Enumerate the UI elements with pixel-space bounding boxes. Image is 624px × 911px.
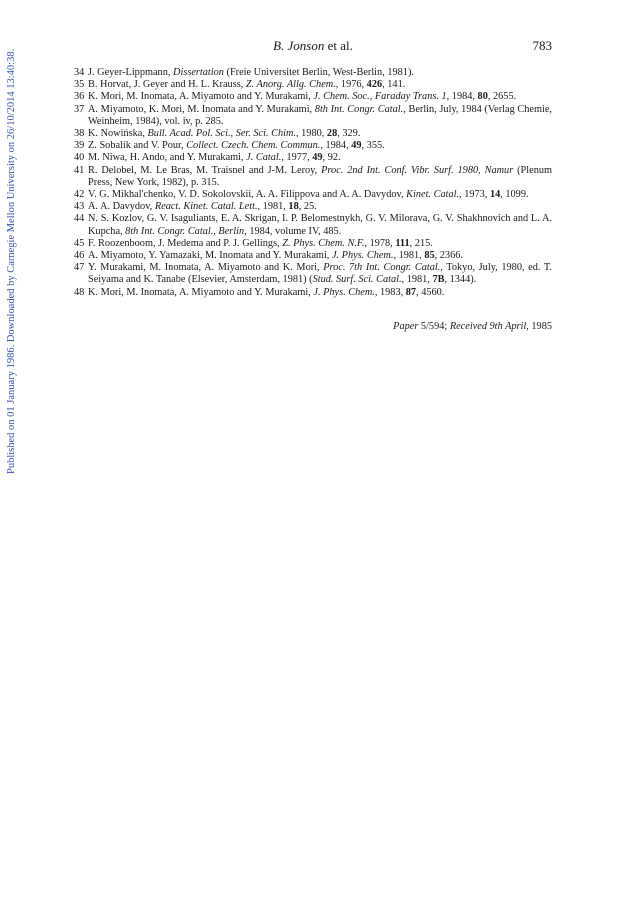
reference-text: (Freie Universitet Berlin, West-Berlin, 1981). <box>223 67 414 78</box>
reference-journal: Kinet. Catal. <box>406 189 460 201</box>
reference-item <box>74 91 552 103</box>
reference-journal: Stud. Surf. Sci. Catal. <box>312 274 402 286</box>
reference-volume: 14 <box>489 189 501 201</box>
page-number: 783 <box>532 38 552 53</box>
reference-text: A. Miyamoto, Y. Yamazaki, M. Inomata and Y. Murakami, <box>88 250 332 262</box>
reference-item <box>74 189 552 201</box>
reference-number: 36 <box>74 91 85 103</box>
reference-number: 38 <box>74 128 85 140</box>
reference-text: F. Roozenboom, J. Medema and P. J. Gellings, <box>88 237 283 249</box>
reference-text: K. Mori, M. Inomata, A. Miyamoto and Y. Murakami, <box>88 286 314 298</box>
reference-item <box>74 79 552 91</box>
reference-volume: 85 <box>424 250 435 262</box>
reference-text: K. Nowińska, <box>88 128 148 140</box>
reference-text: Z. Sobalík and V. Pour, <box>88 140 187 152</box>
reference-text: M. Niwa, H. Ando, and Y. Murakami, <box>88 152 247 164</box>
reference-journal: Proc. 7th Int. Congr. Catal. <box>323 262 441 274</box>
reference-text: , 4560. <box>416 286 445 298</box>
reference-item <box>74 152 552 164</box>
reference-number: 47 <box>74 262 85 274</box>
reference-number: 42 <box>74 189 85 201</box>
reference-volume: 49 <box>351 140 362 152</box>
reference-text: A. Miyamoto, K. Mori, M. Inomata and Y. Murakami, <box>88 103 315 115</box>
reference-item <box>74 140 552 152</box>
reference-number: 44 <box>74 213 85 225</box>
reference-text: , 92. <box>322 152 341 164</box>
received-date: Received 9th April <box>449 321 527 332</box>
reference-text: , 1977, <box>281 152 313 164</box>
reference-number: 46 <box>74 250 85 262</box>
reference-journal: Z. Anorg. Allg. Chem. <box>245 79 336 91</box>
reference-number: 35 <box>74 79 85 91</box>
reference-item <box>74 238 552 250</box>
reference-volume: 18 <box>288 201 299 213</box>
received-year: , 1985 <box>526 321 552 332</box>
reference-text: , 1984, volume IV, 485. <box>244 225 342 237</box>
reference-text: , 25. <box>298 201 317 213</box>
reference-journal: Collect. Czech. Chem. Commun. <box>186 140 321 152</box>
reference-volume: 87 <box>405 286 417 298</box>
reference-journal: React. Kinet. Catal. Lett. <box>154 201 258 213</box>
reference-journal: J. Phys. Chem. <box>331 250 394 262</box>
reference-item <box>74 128 552 140</box>
reference-text: , 1981, <box>393 250 425 262</box>
reference-journal: Bull. Acad. Pol. Sci., Ser. Sci. Chim. <box>147 128 297 140</box>
page-header <box>74 38 552 54</box>
running-title-authors: B. Jonson <box>273 38 325 53</box>
reference-item <box>74 287 552 299</box>
paper-label: Paper <box>393 321 419 332</box>
reference-journal: Z. Phys. Chem. N.F. <box>282 237 365 249</box>
reference-item <box>74 262 552 286</box>
reference-text: , 141. <box>382 79 406 91</box>
reference-journal: 8th Int. Congr. Catal. <box>314 103 404 115</box>
reference-number: 48 <box>74 286 85 298</box>
reference-volume: 7B <box>432 274 445 286</box>
running-title <box>74 38 552 54</box>
reference-journal: J. Chem. Soc., Faraday Trans. 1 <box>313 91 447 103</box>
reference-number: 41 <box>74 164 85 176</box>
reference-journal: J. Catal. <box>246 152 282 164</box>
reference-journal: 8th Int. Congr. Catal., Berlin <box>125 225 245 237</box>
reference-text: (Plenum Press, New York, 1982), p. 315. <box>88 164 552 188</box>
reference-text: , 1978, <box>364 237 396 249</box>
reference-text: , 1976, <box>335 79 367 91</box>
reference-number: 37 <box>74 103 85 115</box>
reference-item <box>74 104 552 128</box>
reference-text: J. Geyer-Lippmann, <box>88 67 174 78</box>
reference-text: , 1344). <box>444 274 477 286</box>
reference-text: , 329. <box>337 128 361 140</box>
reference-volume: 49 <box>312 152 323 164</box>
reference-text: V. G. Mikhal'chenko, V. D. Sokolovskii, A. A. Filippova and A. A. Davydov, <box>88 189 407 201</box>
reference-text: , 1983, <box>374 286 406 298</box>
paper-number: 5/594; <box>418 321 450 332</box>
reference-list <box>74 67 552 299</box>
reference-text: N. S. Kozlov, G. V. Isaguliants, E. A. Skrigan, I. P. Belomestnykh, G. V. Milorava, G. V. Shakhnovich and L. A. Kupcha, <box>88 213 552 237</box>
reference-text: A. A. Davydov, <box>88 201 155 213</box>
reference-journal: Proc. 2nd Int. Conf. Vibr. Surf. 1980, Namur <box>321 164 514 176</box>
reference-volume: 80 <box>477 91 488 103</box>
reference-text: , 215. <box>409 237 433 249</box>
reference-item <box>74 201 552 213</box>
reference-text: , 1981, <box>257 201 289 213</box>
reference-number: 43 <box>74 201 85 213</box>
publication-stamp: Published on 01 January 1986. Downloaded by Carnegie Mellon University on 26/10/2014 13:40:38. <box>6 48 17 474</box>
reference-journal: Dissertation <box>173 67 224 78</box>
reference-item <box>74 250 552 262</box>
reference-volume: 426 <box>366 79 383 91</box>
reference-text: B. Horvat, J. Geyer and H. L. Krauss, <box>88 79 246 91</box>
reference-journal: J. Phys. Chem. <box>313 286 375 298</box>
reference-text: , 1981, <box>401 274 433 286</box>
reference-number: 34 <box>74 67 85 78</box>
received-line <box>393 321 552 333</box>
reference-text: , 355. <box>361 140 385 152</box>
reference-number: 40 <box>74 152 85 164</box>
reference-text: , Berlin, July, 1984 (Verlag Chemie, Weinheim, 1984), vol. iv, p. 285. <box>88 103 553 127</box>
reference-volume: 28 <box>326 128 338 140</box>
reference-text: , 2655. <box>487 91 517 103</box>
reference-volume: 111 <box>395 237 410 249</box>
reference-number: 39 <box>74 140 85 152</box>
reference-text: Y. Murakami, M. Inomata, A. Miyamoto and K. Mori, <box>88 262 324 274</box>
reference-text: , 1980, <box>296 128 327 140</box>
reference-text: , 1099. <box>500 189 529 201</box>
reference-number: 45 <box>74 237 85 249</box>
reference-item <box>74 67 552 79</box>
running-title-etal: et al. <box>324 38 353 53</box>
reference-item <box>74 165 552 189</box>
reference-item <box>74 213 552 237</box>
reference-text: , 2366. <box>434 250 463 262</box>
reference-text: , 1984, <box>446 91 478 103</box>
reference-text: , Tokyo, July, 1980, ed. T. Seiyama and K. Tanabe (Elsevier, Amsterdam, 1981) ( <box>88 262 552 286</box>
reference-text: , 1984, <box>320 140 352 152</box>
reference-text: R. Delobel, M. Le Bras, M. Traisnel and J-M. Leroy, <box>88 164 322 176</box>
reference-text: , 1973, <box>459 189 490 201</box>
reference-text: K. Mori, M. Inomata, A. Miyamoto and Y. Murakami, <box>88 91 314 103</box>
